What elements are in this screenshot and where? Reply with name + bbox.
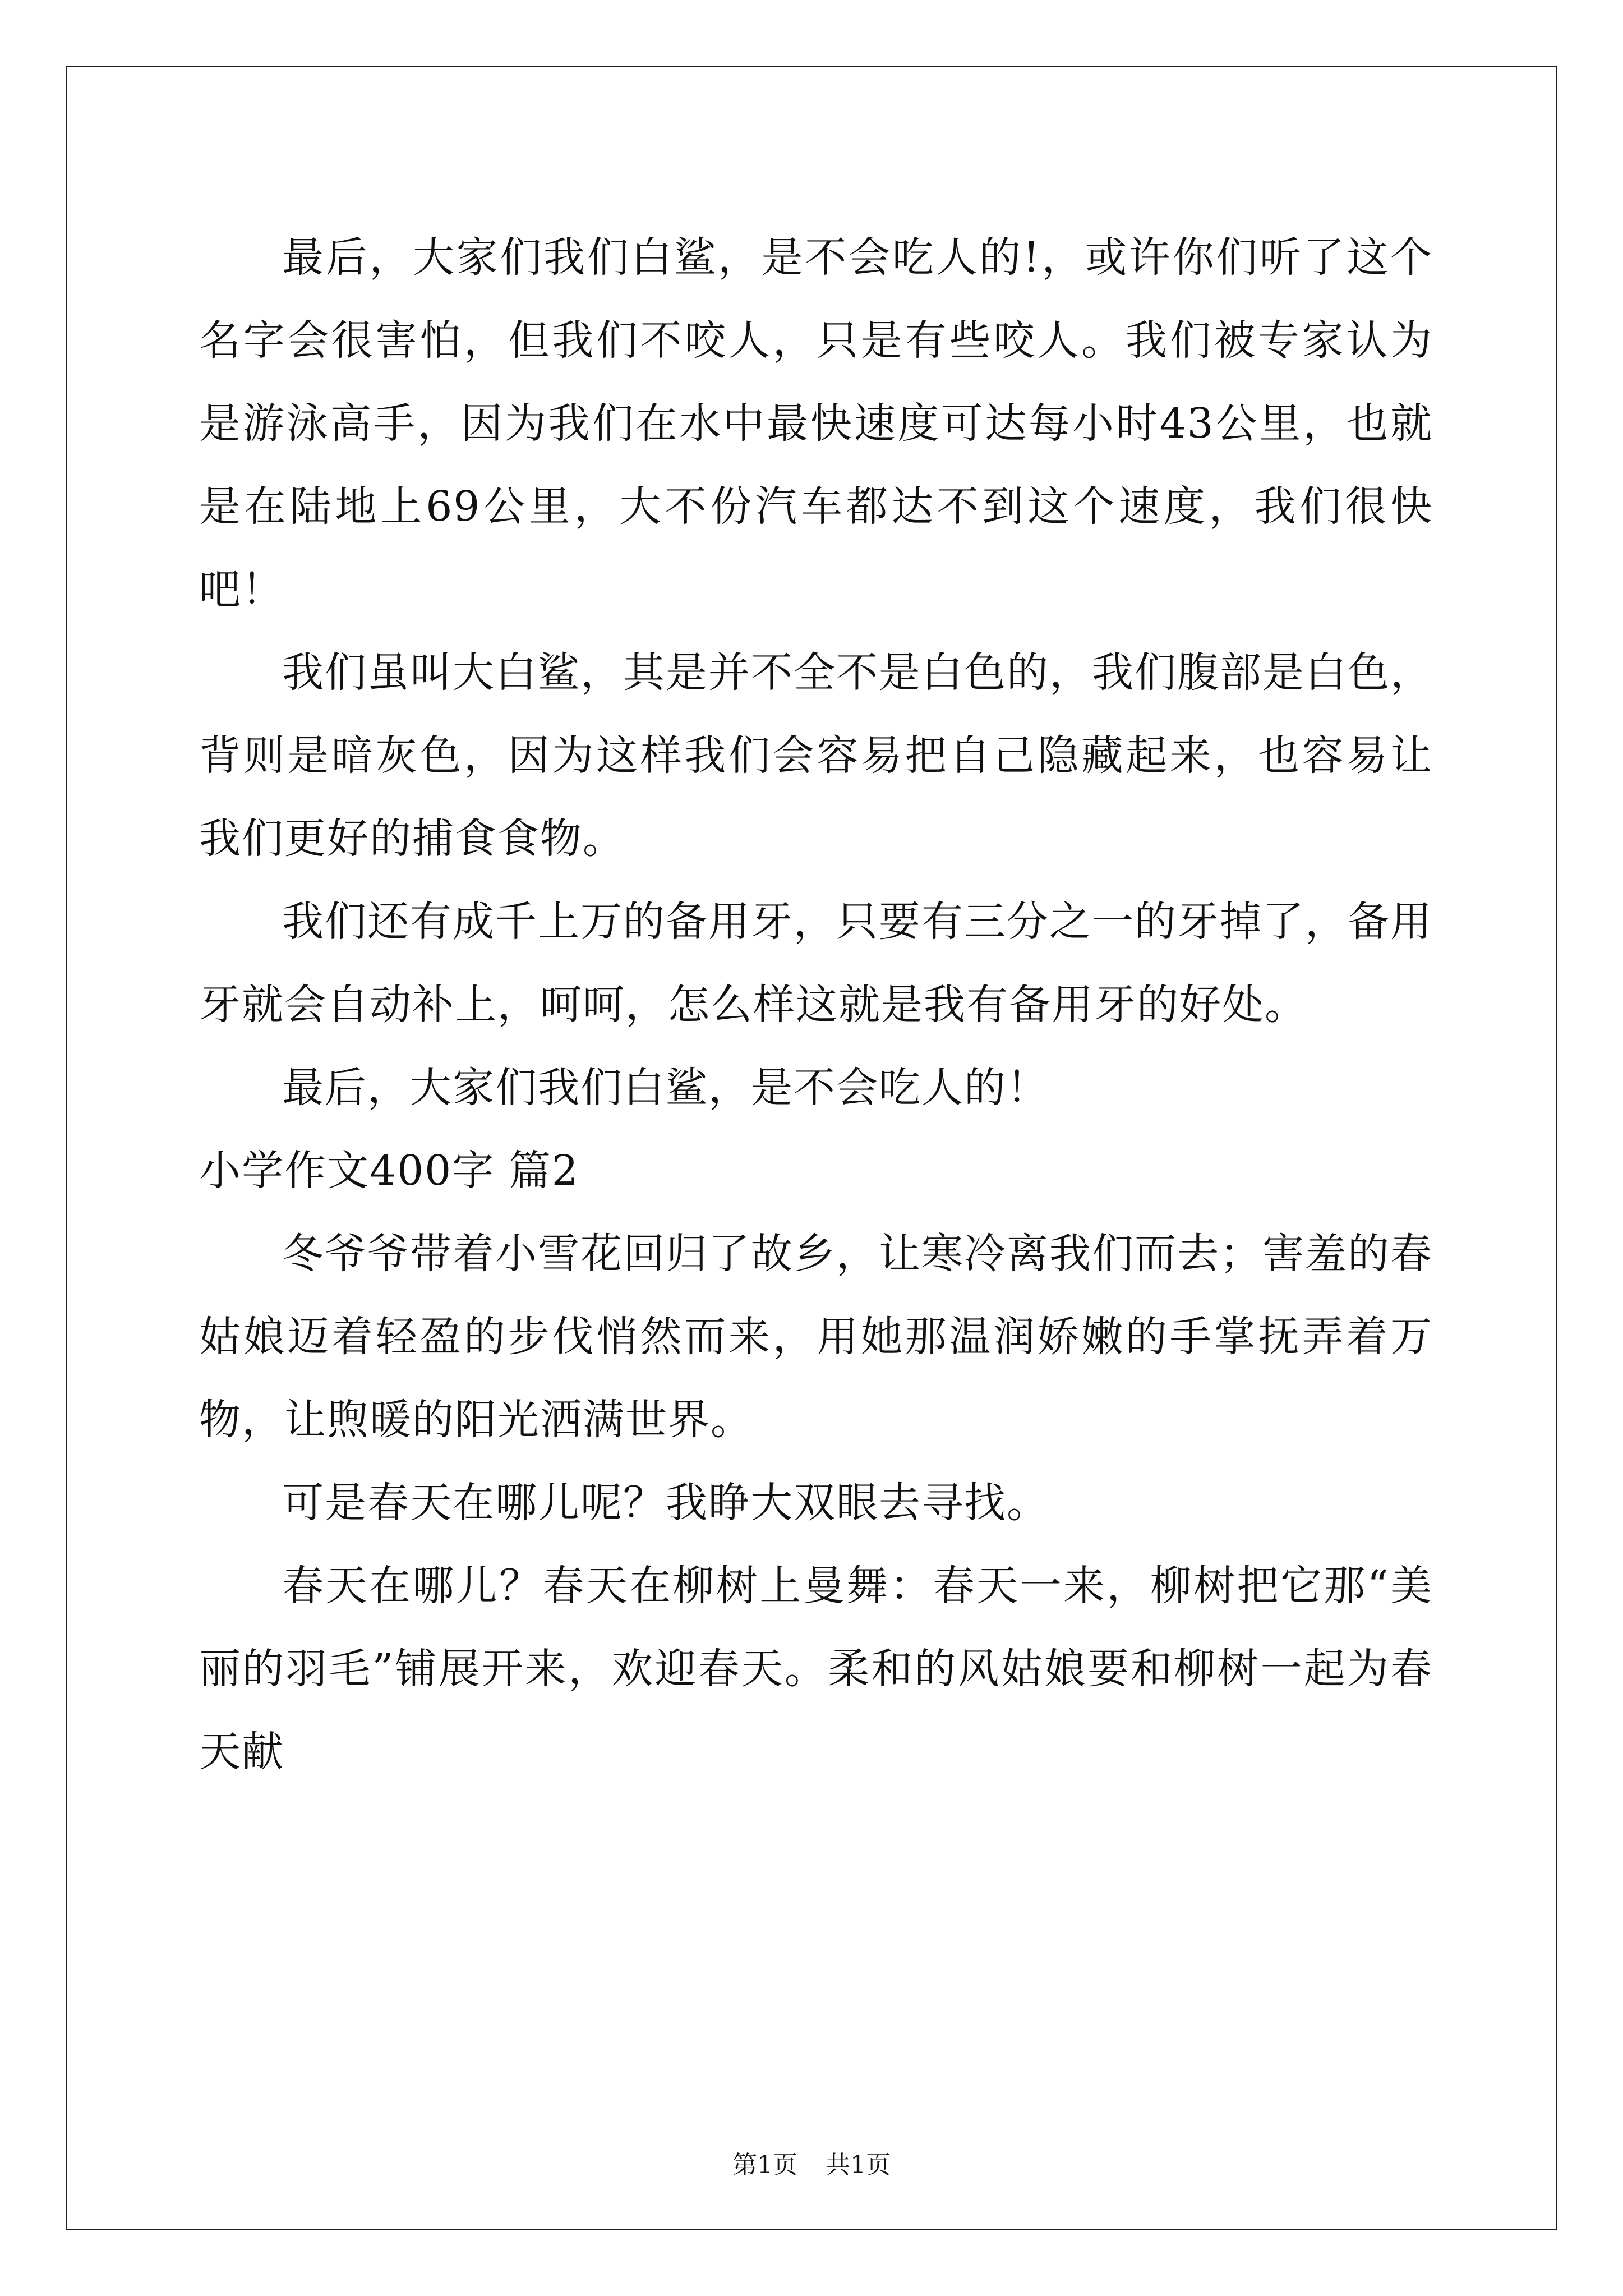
paragraph: 最后，大家们我们白鲨，是不会吃人的!，或许你们听了这个名字会很害怕，但我们不咬人，只是有些咬人。我们被专家认为是游泳高手，因为我们在水中最快速度可达每小时43公里，也就是在陆地上69公里，大不份汽车都达不到这个速度，我们很快吧！ [199,233,1433,614]
page-footer [0,2148,1623,2182]
paragraph: 我们虽叫大白鲨，其是并不全不是白色的，我们腹部是白色，背则是暗灰色，因为这样我们会容易把自己隐藏起来，也容易让我们更好的捕食食物。 [199,648,1433,863]
paragraph: 春天在哪儿？春天在柳树上曼舞：春天一来，柳树把它那“美丽的羽毛”铺展开来，欢迎春天。柔和的风姑娘要和柳树一起为春天献 [199,1562,1433,1776]
paragraph: 我们还有成千上万的备用牙，只要有三分之一的牙掉了，备用牙就会自动补上，呵呵，怎么样这就是我有备用牙的好处。 [199,898,1433,1029]
section-heading: 小学作文400字 篇2 [199,1147,579,1195]
page-total: 共1页 [826,2151,891,2179]
paragraph: 最后，大家们我们白鲨，是不会吃人的！ [282,1064,1049,1112]
paragraph: 可是春天在哪儿呢？我睁大双眼去寻找。 [282,1479,1049,1527]
document-body [199,216,1433,1793]
paragraph: 冬爷爷带着小雪花回归了故乡，让寒冷离我们而去；害羞的春姑娘迈着轻盈的步伐悄然而来，用她那温润娇嫩的手掌抚弄着万物，让煦暖的阳光洒满世界。 [199,1230,1433,1444]
page-number: 第1页 [732,2151,797,2179]
